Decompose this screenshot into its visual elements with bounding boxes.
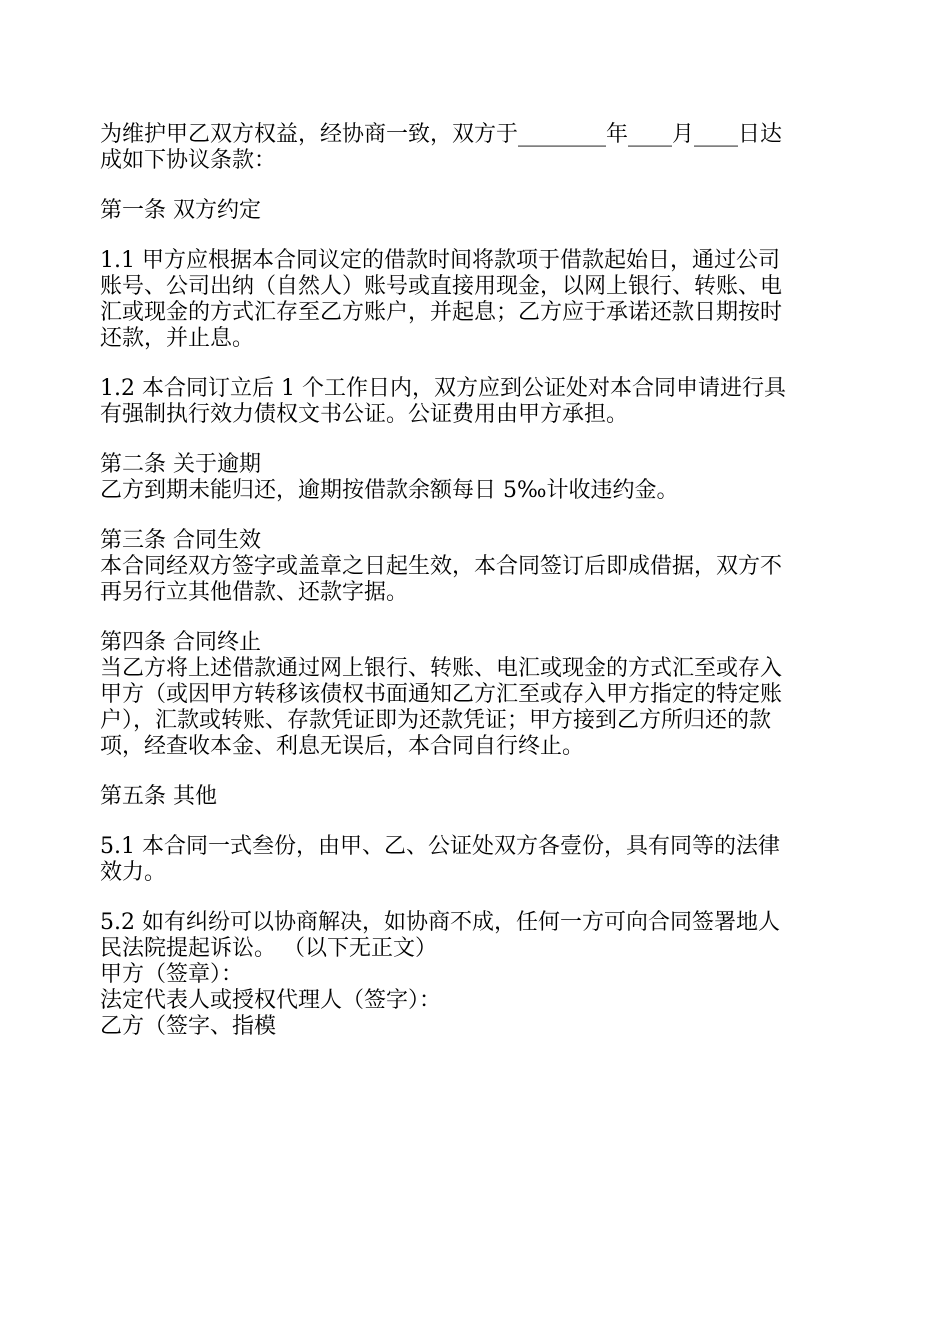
intro-paragraph <box>100 122 852 174</box>
clause-line: 效力。 <box>100 860 167 885</box>
party-b-signature: 乙方（签字、指模 <box>100 1014 277 1039</box>
representative-signature: 法定代表人或授权代理人（签字）： <box>100 988 442 1013</box>
article-line: 再另行立其他借款、还款字据。 <box>100 580 409 605</box>
clause-line: 还款，并止息。 <box>100 326 255 351</box>
clause-line: 5.2 如有纠纷可以协商解决，如协商不成，任何一方可向合同签署地人 <box>100 910 780 935</box>
clause-5-1 <box>100 834 852 886</box>
clause-1-2 <box>100 376 852 428</box>
party-a-signature: 甲方（签章）： <box>100 962 244 987</box>
clause-line: 1.1 甲方应根据本合同议定的借款时间将款项于借款起始日，通过公司 <box>100 248 780 273</box>
article-5-heading: 第五条 其他 <box>100 784 217 809</box>
intro-line: 成如下协议条款： <box>100 148 277 173</box>
article-2-heading: 第二条 关于逾期 <box>100 452 261 477</box>
article-line: 项，经查收本金、利息无误后，本合同自行终止。 <box>100 734 585 759</box>
article-1-heading: 第一条 双方约定 <box>100 198 261 223</box>
signature-block <box>100 962 852 1040</box>
clause-line: 5.1 本合同一式叁份，由甲、乙、公证处双方各壹份，具有同等的法律 <box>100 834 780 859</box>
article-4 <box>100 630 852 760</box>
clause-line: 1.2 本合同订立后 1 个工作日内，双方应到公证处对本合同申请进行具 <box>100 376 786 401</box>
clause-5-2 <box>100 910 852 962</box>
intro-line: 为维护甲乙双方权益，经协商一致，双方于________年____月____日达 <box>100 122 783 147</box>
article-4-heading: 第四条 合同终止 <box>100 630 261 655</box>
article-line: 当乙方将上述借款通过网上银行、转账、电汇或现金的方式汇至或存入 <box>100 656 783 681</box>
article-line: 本合同经双方签字或盖章之日起生效，本合同签订后即成借据，双方不 <box>100 554 783 579</box>
contract-document <box>100 122 852 1040</box>
article-3-heading: 第三条 合同生效 <box>100 528 261 553</box>
article-2 <box>100 452 852 504</box>
clause-line: 汇或现金的方式汇存至乙方账户，并起息；乙方应于承诺还款日期按时 <box>100 300 783 325</box>
clause-line: 账号、公司出纳（自然人）账号或直接用现金，以网上银行、转账、电 <box>100 274 783 299</box>
clause-line: 有强制执行效力债权文书公证。公证费用由甲方承担。 <box>100 402 629 427</box>
clause-line: 民法院提起诉讼。 （以下无正文） <box>100 936 437 961</box>
article-3 <box>100 528 852 606</box>
article-line: 乙方到期未能归还，逾期按借款余额每日 5‰计收违约金。 <box>100 478 679 503</box>
clause-1-1 <box>100 248 852 352</box>
article-line: 户），汇款或转账、存款凭证即为还款凭证；甲方接到乙方所归还的款 <box>100 708 772 733</box>
article-line: 甲方（或因甲方转移该债权书面通知乙方汇至或存入甲方指定的特定账 <box>100 682 783 707</box>
